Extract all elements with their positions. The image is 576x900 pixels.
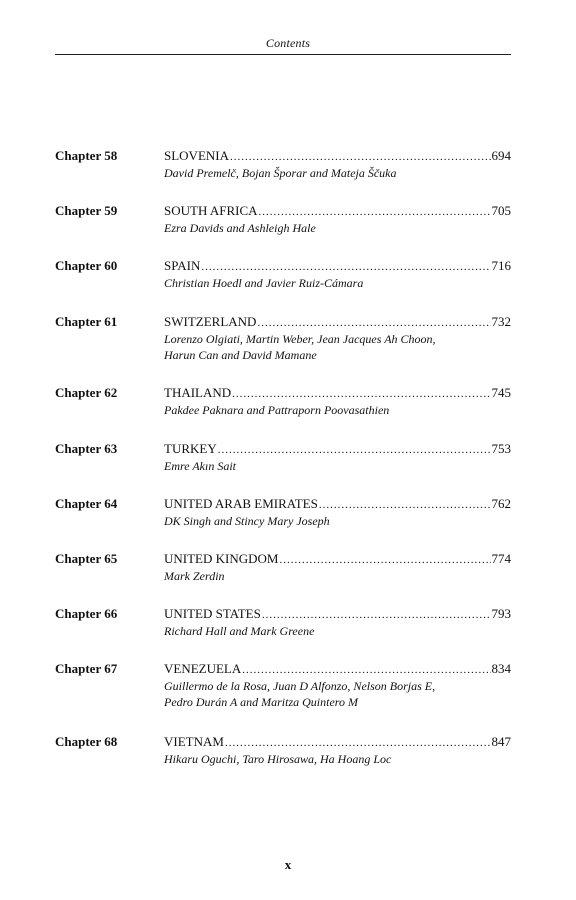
chapter-authors xyxy=(164,165,511,181)
header-rule xyxy=(55,54,511,55)
author-line: Pakdee Paknara and Pattraporn Poovasathien xyxy=(164,403,390,417)
chapter-title[interactable]: THAILAND xyxy=(164,385,232,400)
chapter-title[interactable]: SPAIN xyxy=(164,258,201,273)
chapter-authors xyxy=(164,568,511,584)
entry-body xyxy=(164,258,511,291)
dot-leader xyxy=(230,149,491,165)
page-number[interactable]: 762 xyxy=(491,496,511,511)
chapter-authors xyxy=(164,275,511,291)
chapter-label: Chapter 59 xyxy=(55,203,118,218)
chapter-title[interactable]: SOUTH AFRICA xyxy=(164,203,258,218)
chapter-title[interactable]: SLOVENIA xyxy=(164,148,229,163)
entry-body xyxy=(164,203,511,236)
page-number[interactable]: 705 xyxy=(491,203,511,218)
entry-body xyxy=(164,606,511,639)
page-number[interactable]: 847 xyxy=(491,734,511,749)
entry-body xyxy=(164,496,511,529)
chapter-label: Chapter 68 xyxy=(55,734,118,749)
chapter-title[interactable]: VIETNAM xyxy=(164,734,224,749)
title-line xyxy=(164,551,511,568)
author-line: Mark Zerdin xyxy=(164,569,225,583)
title-line xyxy=(164,496,511,513)
author-line: Emre Akın Sait xyxy=(164,459,236,473)
dot-leader xyxy=(262,607,491,623)
dot-leader xyxy=(279,552,490,568)
entry-body xyxy=(164,385,511,418)
author-line: Ezra Davids and Ashleigh Hale xyxy=(164,221,316,235)
dot-leader xyxy=(225,735,491,751)
entry-body xyxy=(164,148,511,181)
title-line xyxy=(164,385,511,402)
chapter-authors xyxy=(164,513,511,529)
chapter-authors xyxy=(164,402,511,418)
page-number[interactable]: 834 xyxy=(491,661,511,676)
chapter-title[interactable]: UNITED KINGDOM xyxy=(164,551,279,566)
page-folio: x xyxy=(284,857,292,872)
title-line xyxy=(164,314,511,331)
running-head: Contents xyxy=(265,36,311,50)
chapter-title[interactable]: SWITZERLAND xyxy=(164,314,257,329)
author-line: Harun Can and David Mamane xyxy=(164,348,317,362)
chapter-label: Chapter 60 xyxy=(55,258,118,273)
chapter-authors xyxy=(164,458,511,474)
dot-leader xyxy=(201,259,490,275)
chapter-authors xyxy=(164,220,511,236)
chapter-title[interactable]: UNITED ARAB EMIRATES xyxy=(164,496,318,511)
author-line: Lorenzo Olgiati, Martin Weber, Jean Jacques Ah Choon, xyxy=(164,332,436,346)
chapter-title[interactable]: UNITED STATES xyxy=(164,606,261,621)
dot-leader xyxy=(319,497,491,513)
chapter-authors xyxy=(164,751,511,767)
entry-body xyxy=(164,661,511,710)
author-line: Christian Hoedl and Javier Ruiz-Cámara xyxy=(164,276,364,290)
title-line xyxy=(164,606,511,623)
entry-body xyxy=(164,551,511,584)
chapter-title[interactable]: TURKEY xyxy=(164,441,217,456)
page-number[interactable]: 774 xyxy=(491,551,511,566)
chapter-label: Chapter 62 xyxy=(55,385,118,400)
chapter-label: Chapter 66 xyxy=(55,606,118,621)
chapter-authors xyxy=(164,331,511,363)
dot-leader xyxy=(232,386,490,402)
dot-leader xyxy=(242,662,490,678)
title-line xyxy=(164,203,511,220)
title-line xyxy=(164,661,511,678)
title-line xyxy=(164,734,511,751)
dot-leader xyxy=(259,204,491,220)
entry-body xyxy=(164,314,511,363)
author-line: David Premelč, Bojan Šporar and Mateja Ščuka xyxy=(164,166,397,180)
title-line xyxy=(164,148,511,165)
page-number[interactable]: 793 xyxy=(491,606,511,621)
chapter-authors xyxy=(164,678,511,710)
author-line: Hikaru Oguchi, Taro Hirosawa, Ha Hoang Loc xyxy=(164,752,392,766)
page-number[interactable]: 745 xyxy=(491,385,511,400)
dot-leader xyxy=(257,315,490,331)
author-line: DK Singh and Stincy Mary Joseph xyxy=(164,514,330,528)
chapter-label: Chapter 65 xyxy=(55,551,118,566)
title-line xyxy=(164,441,511,458)
chapter-label: Chapter 64 xyxy=(55,496,118,511)
chapter-label: Chapter 58 xyxy=(55,148,118,163)
author-line: Pedro Durán A and Maritza Quintero M xyxy=(164,695,358,709)
chapter-title[interactable]: VENEZUELA xyxy=(164,661,242,676)
entry-body xyxy=(164,441,511,474)
page-number[interactable]: 732 xyxy=(491,314,511,329)
page-number[interactable]: 716 xyxy=(491,258,511,273)
chapter-label: Chapter 67 xyxy=(55,661,118,676)
chapter-label: Chapter 61 xyxy=(55,314,118,329)
page-number[interactable]: 753 xyxy=(491,441,511,456)
author-line: Guillermo de la Rosa, Juan D Alfonzo, Nelson Borjas E, xyxy=(164,679,436,693)
page-number[interactable]: 694 xyxy=(491,148,511,163)
title-line xyxy=(164,258,511,275)
dot-leader xyxy=(218,442,491,458)
author-line: Richard Hall and Mark Greene xyxy=(164,624,315,638)
chapter-label: Chapter 63 xyxy=(55,441,118,456)
chapter-authors xyxy=(164,623,511,639)
entry-body xyxy=(164,734,511,767)
